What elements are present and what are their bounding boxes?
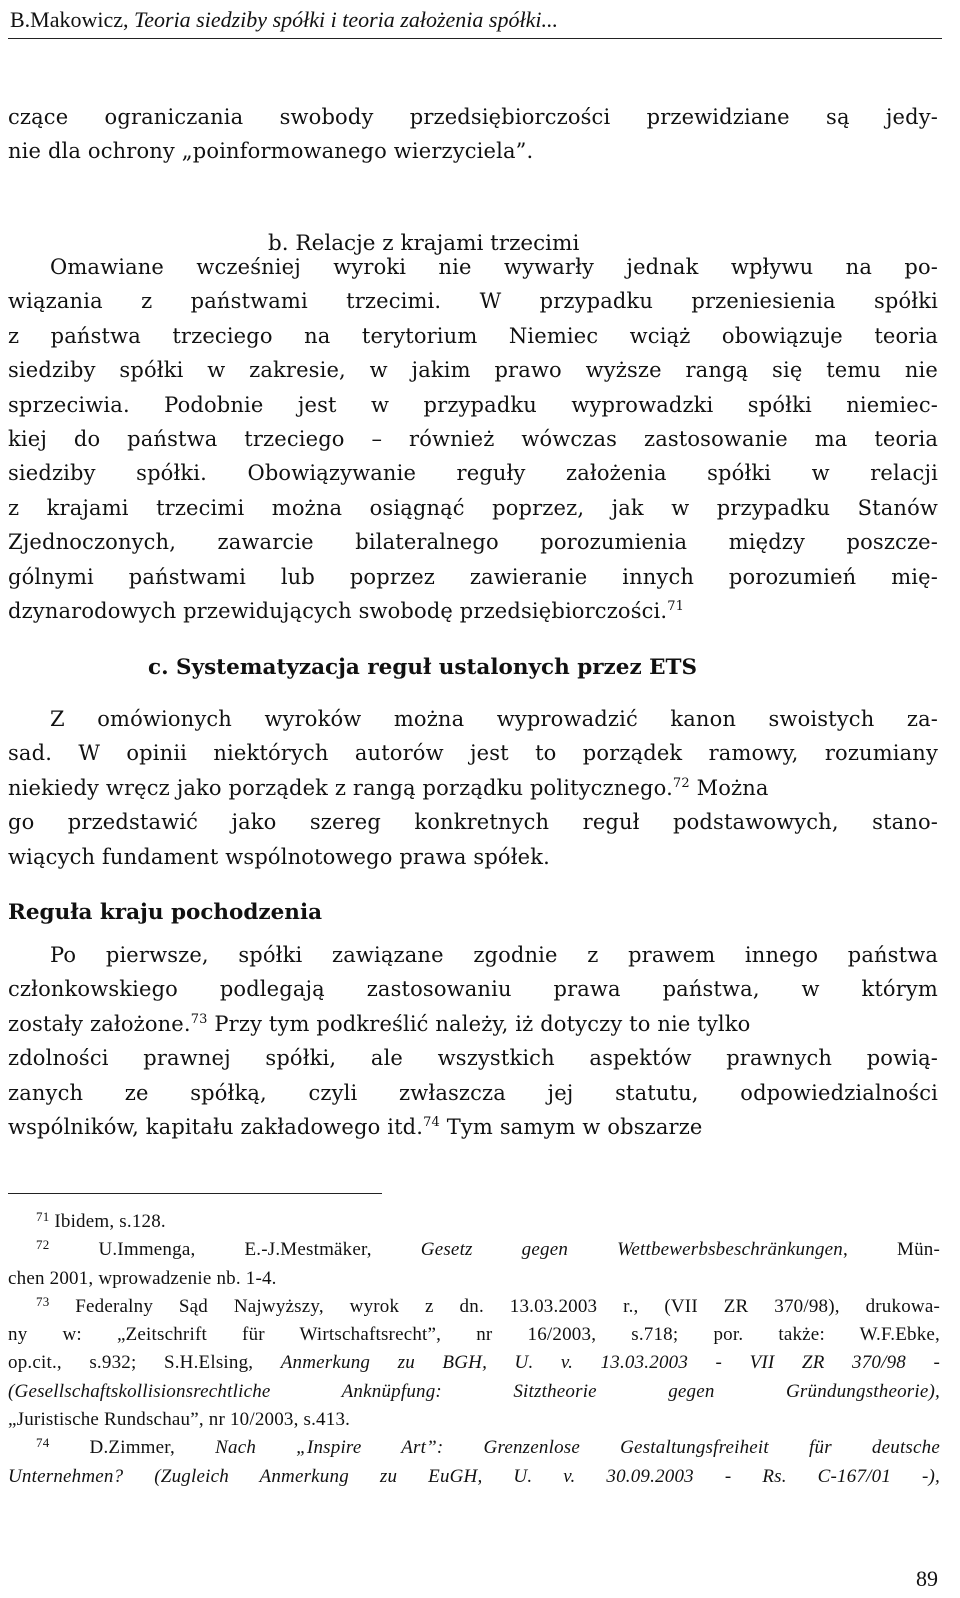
footnote-ref-73: 73: [190, 1011, 208, 1027]
footnote-rule: [8, 1193, 382, 1194]
text-line: członkowskiego podlegają zastosowaniu prawa państwa, w którym: [8, 977, 938, 1002]
page-number: 89: [916, 1566, 938, 1591]
text-line: Zjednoczonych, zawarcie bilateralnego porozumienia między poszcze-: [8, 530, 938, 555]
footnote-ref-74: 74: [423, 1115, 440, 1131]
text-line: sprzeciwia. Podobnie jest w przypadku wyprowadzki spółki niemiec-: [8, 392, 938, 417]
footnote-line: „Juristische Rundschau”, nr 10/2003, s.413.: [8, 1409, 351, 1431]
footnote-line: ny w: „Zeitschrift für Wirtschaftsrecht”, nr 16/2003, s.718; por. także: W.F.Ebke,: [8, 1324, 940, 1346]
text-line: Omawiane wcześniej wyroki nie wywarły jednak wpływu na po-: [50, 255, 938, 279]
paragraph-2: [8, 250, 938, 628]
footnote-72: [8, 1236, 940, 1264]
footnote-ref-72: 72: [672, 775, 690, 791]
paragraph-4: [8, 938, 938, 1144]
paragraph-1: [8, 100, 938, 169]
text-line: [8, 771, 938, 805]
text-line: z krajami trzecimi można osiągnąć poprzez, jak w przypadku Stanów: [8, 495, 938, 520]
footnotes: [8, 1208, 940, 1491]
footnote-text: Federalny Sąd Najwyższy, wyrok z dn. 13.03.2003 r., (VII ZR 370/98), drukowa-: [49, 1295, 940, 1317]
text-run: Przy tym podkreślić należy, iż dotyczy to nie tylko: [207, 1011, 751, 1036]
footnote-73: [8, 1293, 940, 1321]
text-line: go przedstawić jako szereg konkretnych reguł podstawowych, stano-: [8, 810, 938, 835]
running-head: [10, 6, 940, 34]
text-line: gólnymi państwami lub poprzez zawieranie innych porozumień mię-: [8, 564, 938, 589]
footnote-number: 71: [36, 1209, 50, 1224]
text-run: Można: [689, 775, 769, 800]
footnote-text-italic: Gesetz gegen Wettbewerbsbeschränkungen: [420, 1239, 843, 1261]
text-line: [8, 1007, 938, 1041]
text-line: wiących fundament wspólnotowego prawa spółek.: [8, 844, 550, 869]
running-head-title: Teoria siedziby spółki i teoria założenia spółki...: [134, 7, 558, 32]
section-heading-b: b. Relacje z krajami trzecimi: [268, 231, 580, 256]
paragraph-3: [8, 702, 938, 874]
footnote-text-italic: Unternehmen? (Zugleich Anmerkung zu EuGH, U. v. 30.09.2003 - Rs. C-167/01 -),: [8, 1465, 940, 1487]
footnote-line: chen 2001, wprowadzenie nb. 1-4.: [8, 1267, 277, 1289]
footnote-text-italic: Nach „Inspire Art”: Grenzenlose Gestaltungsfreiheit für deutsche: [215, 1437, 940, 1459]
text-line: czące ograniczania swobody przedsiębiorczości przewidziane są jedy-: [8, 105, 938, 129]
footnote-74: [8, 1434, 940, 1462]
header-rule: [8, 38, 942, 39]
text-line: nie dla ochrony „poinformowanego wierzyciela”.: [8, 139, 534, 164]
text-line: siedziby spółki. Obowiązywanie reguły założenia spółki w relacji: [8, 461, 938, 486]
text-run: dzynarodowych przewidujących swobodę przedsiębiorczości.: [8, 599, 668, 624]
footnote-text: op.cit., s.932; S.H.Elsing,: [8, 1352, 281, 1374]
footnote-line: [8, 1463, 940, 1491]
text-line: kiej do państwa trzeciego – również wówczas zastosowanie ma teoria: [8, 427, 938, 452]
text-line: Po pierwsze, spółki zawiązane zgodnie z prawem innego państwa: [50, 943, 938, 967]
text-line: Z omówionych wyroków można wyprowadzić kanon swoistych za-: [50, 707, 938, 731]
footnote-number: 73: [36, 1293, 50, 1309]
footnote-text: , Mün-: [843, 1239, 940, 1261]
footnote-text-italic: Anmerkung zu BGH, U. v. 13.03.2003 - VII ZR 370/98 -: [280, 1352, 940, 1374]
footnote-line: [8, 1349, 940, 1377]
running-head-author: B.Makowicz,: [10, 7, 135, 32]
footnote-ref-71: 71: [667, 599, 685, 615]
text-line: wiązania z państwami trzecimi. W przypadku przeniesienia spółki: [8, 289, 938, 314]
text-line: siedziby spółki w zakresie, w jakim prawo wyższe rangą się temu nie: [8, 358, 938, 383]
footnote-number: 74: [36, 1435, 50, 1451]
text-run: Tym samym w obszarze: [439, 1115, 703, 1140]
text-line: sad. W opinii niektórych autorów jest to porządek ramowy, rozumiany: [8, 741, 938, 766]
footnote-text: Ibidem, s.128.: [49, 1211, 166, 1232]
text-run: niekiedy wręcz jako porządek z rangą porządku politycznego.: [8, 775, 673, 800]
subheading: Reguła kraju pochodzenia: [8, 900, 323, 925]
footnote-line: [8, 1378, 940, 1406]
footnote-text: U.Immenga, E.-J.Mestmäker,: [49, 1239, 421, 1261]
text-line: zanych ze spółką, czyli zwłaszcza jej statutu, odpowiedzialności: [8, 1080, 938, 1105]
footnote-text-italic: (Gesellschaftskollisionsrechtliche Anknüpfung: Sitztheorie gegen Gründungstheorie),: [8, 1380, 940, 1402]
text-run: zostały założone.: [8, 1011, 191, 1036]
text-line: [8, 1110, 938, 1144]
text-line: z państwa trzeciego na terytorium Niemiec wciąż obowiązuje teoria: [8, 323, 938, 348]
section-heading-c: c. Systematyzacja reguł ustalonych przez ETS: [148, 655, 698, 680]
text-line: [8, 594, 938, 628]
footnote-text: D.Zimmer,: [49, 1437, 216, 1459]
footnote-number: 72: [36, 1237, 50, 1253]
text-run: wspólników, kapitału zakładowego itd.: [8, 1115, 424, 1140]
footnote-71: [8, 1208, 940, 1236]
text-line: zdolności prawnej spółki, ale wszystkich aspektów prawnych powią-: [8, 1046, 938, 1071]
